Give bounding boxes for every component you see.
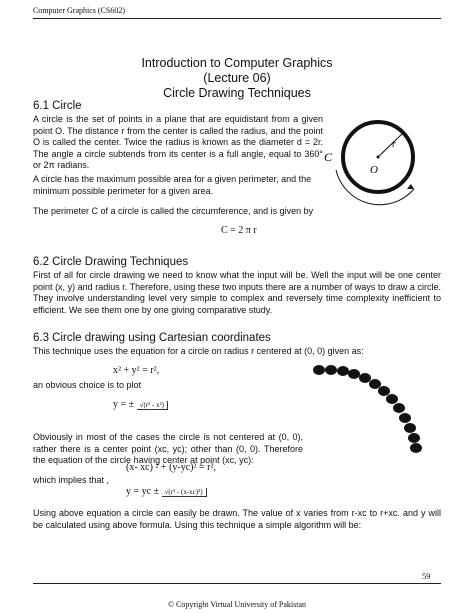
plot-dot bbox=[408, 433, 420, 443]
plot-dot bbox=[313, 365, 325, 375]
plot-dot bbox=[359, 373, 371, 383]
lecture-number: (Lecture 06) bbox=[203, 71, 271, 85]
algorithm-intro-paragraph: Using above equation a circle can easily be drawn. The value of x varies from r-xc to r+xc. and y will be calculated using above formula. Using this technique a simple algorithm will be: bbox=[33, 508, 441, 530]
radius-line bbox=[378, 134, 402, 157]
drawing-techniques-paragraph: First of all for circle drawing we need to know what the input will be. Well the input will be one center point (x, y) and radius r. Therefore, using these two inputs there are a number of ways to draw a circle. They involve understanding level very simple to complex and reversely time complexity inefficient to efficient. We see them one by one giving comparative study. bbox=[33, 270, 441, 315]
plot-dot bbox=[410, 443, 422, 453]
offset-center-paragraph: Obviously in most of the cases the circle is not centered at (0, 0), rather there is a center point (xc, yc); other than (0, 0). Therefore the equation of the circle having center at point (xc, yc): bbox=[33, 432, 303, 466]
circle-definition-paragraph: A circle is the set of points in a plane that are equidistant from a given point O. The distance r from the center is called the radius, and the point O is called the center. Twice the radius is known as the diameter d = 2r. The angle a circle subtends from its center is a full angle, equal to 360° or 2π radians. bbox=[33, 114, 323, 171]
plot-dot bbox=[337, 366, 349, 376]
page-number: 59 bbox=[422, 571, 431, 581]
lecture-title: Introduction to Computer Graphics bbox=[141, 56, 333, 70]
center-label: O bbox=[370, 164, 378, 176]
section-6-3-heading: 6.3 Circle drawing using Cartesian coordinates bbox=[33, 332, 271, 344]
course-header: Computer Graphics (CS602) bbox=[33, 6, 125, 15]
plot-choice-text: an obvious choice is to plot bbox=[33, 380, 142, 390]
circumference-equation: C = 2 π r bbox=[221, 225, 257, 236]
plot-dot bbox=[325, 365, 337, 375]
plot-dot bbox=[386, 394, 398, 404]
arc-arrowhead bbox=[407, 184, 414, 189]
sqrt-expression-center: √(r² - (x-xc)²) bbox=[162, 488, 207, 497]
plot-dot bbox=[378, 386, 390, 396]
cartesian-dots-figure bbox=[310, 355, 440, 455]
footer-rule bbox=[33, 583, 441, 584]
header-rule bbox=[33, 18, 441, 19]
circle-equation-origin: x² + y² = r², bbox=[113, 365, 160, 376]
center-point bbox=[377, 156, 380, 159]
copyright-footer: © Copyright Virtual University of Pakistan bbox=[167, 600, 307, 609]
plot-dot bbox=[404, 423, 416, 433]
plot-dot bbox=[399, 413, 411, 423]
y-equation-origin: y = ± √(r² - x²) bbox=[113, 399, 168, 410]
plot-dot bbox=[348, 369, 360, 379]
plot-dot bbox=[393, 403, 405, 413]
cartesian-intro-paragraph: This technique uses the equation for a circle on radius r centered at (0, 0) given as: bbox=[33, 346, 364, 356]
implies-text: which implies that , bbox=[33, 475, 110, 485]
circumference-paragraph: The perimeter C of a circle is called the circumference, and is given by bbox=[33, 206, 314, 216]
circumference-label: C bbox=[324, 150, 333, 164]
circle-figure bbox=[322, 110, 432, 210]
section-6-1-heading: 6.1 Circle bbox=[33, 100, 82, 112]
lecture-topic: Circle Drawing Techniques bbox=[163, 86, 311, 100]
section-6-2-heading: 6.2 Circle Drawing Techniques bbox=[33, 256, 189, 268]
circle-area-paragraph: A circle has the maximum possible area for a given perimeter, and the minimum possible perimeter for a given area. bbox=[33, 174, 312, 196]
y-equation-center: y = yc ± √(r² - (x-xc)²) bbox=[126, 486, 207, 497]
sqrt-expression: √(r² - x²) bbox=[137, 401, 168, 410]
circle-equation-center: (x- xc) ² + (y-yc)² = r², bbox=[126, 462, 216, 473]
plot-dot bbox=[369, 379, 381, 389]
radius-label: r bbox=[392, 139, 396, 150]
